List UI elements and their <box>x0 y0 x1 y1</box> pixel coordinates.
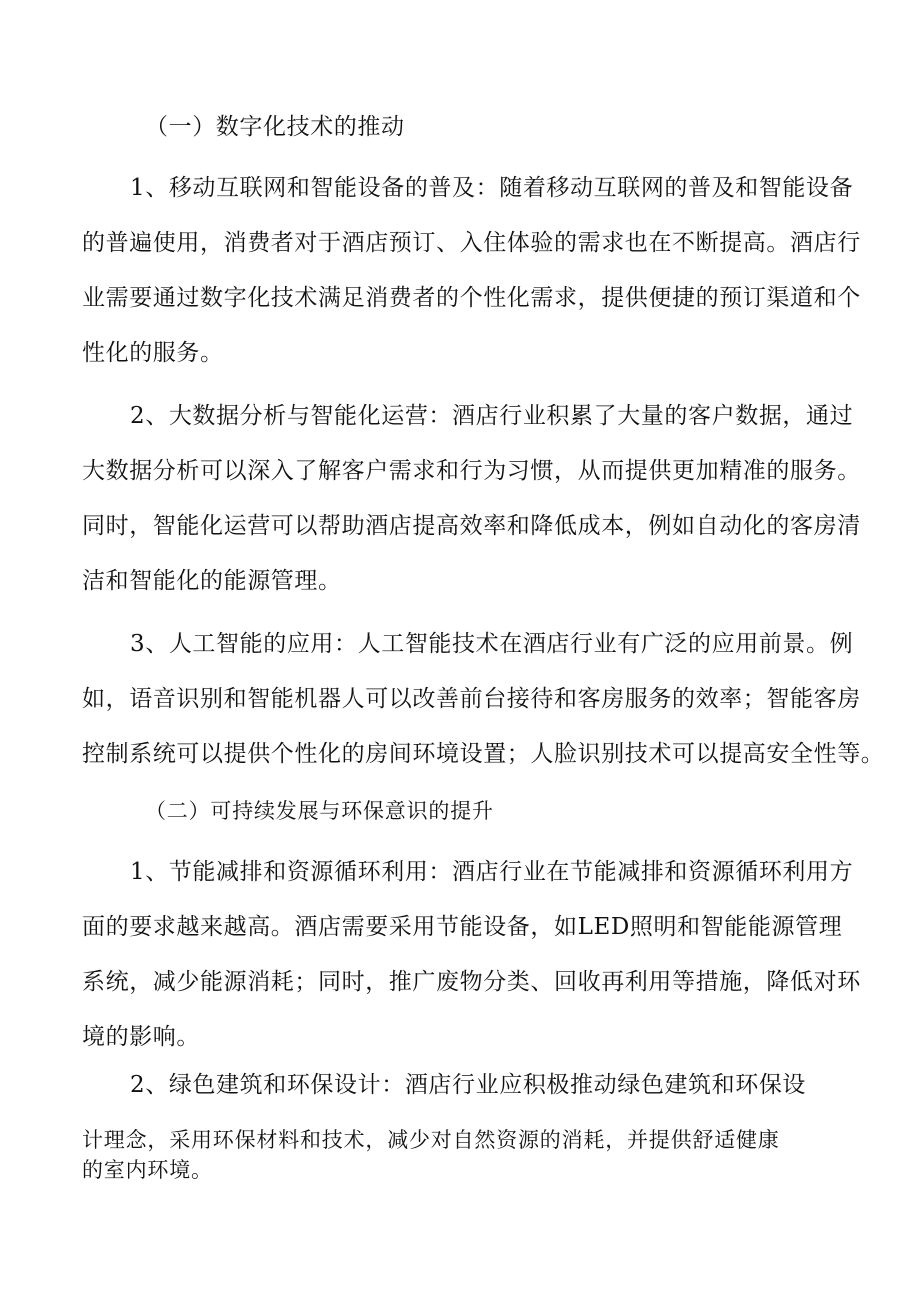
paragraph-line: 控制系统可以提供个性化的房间环境设置；人脸识别技术可以提高安全性等。 <box>82 741 885 767</box>
paragraph-line: 系统，减少能源消耗；同时，推广废物分类、回收再利用等措施，降低对环 <box>82 969 861 995</box>
paragraph-line: 大数据分析可以深入了解客户需求和行为习惯，从而提供更加精准的服务。 <box>82 458 861 484</box>
paragraph-line: 境的影响。 <box>82 1024 200 1050</box>
paragraph-line: 的室内环境。 <box>82 1158 213 1182</box>
paragraph-line: 的普遍使用，消费者对于酒店预订、入住体验的需求也在不断提高。酒店行 <box>82 230 861 256</box>
paragraph-line: 2、绿色建筑和环保设计：酒店行业应积极推动绿色建筑和环保设 <box>130 1072 807 1098</box>
paragraph-line: 洁和智能化的能源管理。 <box>82 568 342 594</box>
paragraph-line: 2、大数据分析与智能化运营：酒店行业积累了大量的客户数据，通过 <box>130 403 854 429</box>
section-heading-1: （一）数字化技术的推动 <box>145 114 405 140</box>
paragraph-line: 3、人工智能的应用：人工智能技术在酒店行业有广泛的应用前景。例 <box>130 631 854 657</box>
section-heading-2: （二）可持续发展与环保意识的提升 <box>145 799 494 823</box>
paragraph-line: 1、节能减排和资源循环利用：酒店行业在节能减排和资源循环利用方 <box>130 859 854 885</box>
paragraph-line: 计理念，采用环保材料和技术，减少对自然资源的消耗，并提供舒适健康 <box>82 1128 780 1152</box>
paragraph-line: 同时，智能化运营可以帮助酒店提高效率和降低成本，例如自动化的客房清 <box>82 513 861 539</box>
paragraph-line: 如，语音识别和智能机器人可以改善前台接待和客房服务的效率；智能客房 <box>82 686 861 712</box>
paragraph-line: 1、移动互联网和智能设备的普及：随着移动互联网的普及和智能设备 <box>130 175 854 201</box>
paragraph-line: 性化的服务。 <box>82 340 224 366</box>
paragraph-line: 业需要通过数字化技术满足消费者的个性化需求，提供便捷的预订渠道和个 <box>82 285 861 311</box>
paragraph-line: 面的要求越来越高。酒店需要采用节能设备，如LED照明和智能能源管理 <box>82 914 843 940</box>
